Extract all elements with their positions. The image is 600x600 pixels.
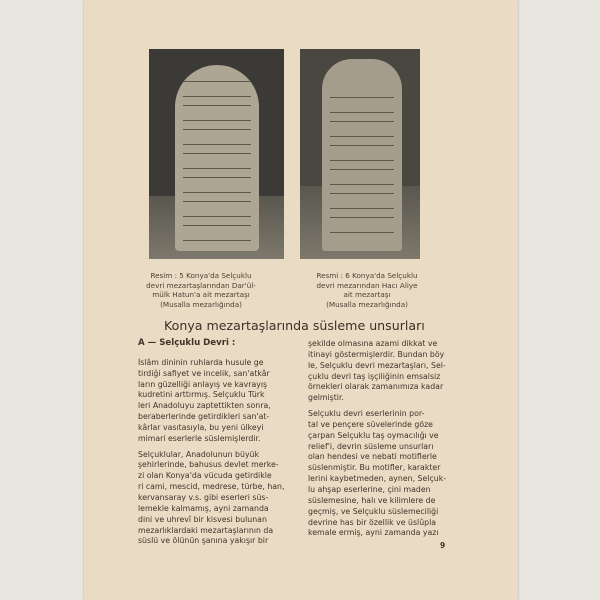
article-title: Konya mezartaşlarında süsleme unsurları [164,318,425,333]
tombstone-photo-2 [300,49,420,259]
caption-line: devri mezartaşlarından Dar'ül- [146,280,256,290]
right-column [308,339,472,544]
caption-line: devri mezarından Hacı Aliye [316,280,418,290]
paragraph: İslâm dininin ruhlarda husule ge tirdiği safiyet ve incelik, san'atkâr ların güzelliği anlayış ve kavrayış kudretini arttırmış. Selçuklu Türk leri Anadoluyu zaptettikten sonra, beraberlerinde getirdikleri san'at- kârlar vasıtasıyla, bu yeni ülkeyi mimari eserlerle süslemişlerdir. [138,357,271,443]
figure-caption-2 [292,271,442,309]
caption-line: ait mezartaşı [343,290,391,299]
paragraph: şekilde olmasına azami dikkat ve itinayi göstermişlerdir. Bundan böy le, Selçuklu devri mezartaşları, Sel- çuklu devri taş işçiliğinin emsalsiz örnekleri olarak zamanımıza kadar gelmiştir. [308,339,446,403]
book-page [84,0,518,600]
section-heading: A — Selçuklu Devri : [138,338,236,348]
left-column [138,338,300,552]
caption-line: Resmi : 6 Konya'da Selçuklu [316,271,418,280]
caption-line: (Musalla mezarlığında) [160,299,242,309]
figure-caption-1 [126,271,276,309]
paragraph: Selçuklular, Anadolunun büyük şehirlerinde, bahusus devlet merke- zi olan Konya'da vücuda getirdikle ri cami, mescid, medrese, türbe, han, kervansaray v.s. gibi eserleri süs- lemekle kalmamış, ayni zamanda dini ve uhrevî bir kisvesi bulunan mezarlıklardaki mezartaşlarının da süslü ve ölünün şanına yakışır bir [138,449,285,546]
tombstone-photo-1 [149,49,284,259]
page-number: 9 [440,541,446,550]
caption-line: mülk Hatun'a ait mezartaşı [152,290,250,299]
caption-line: (Musalla mezarlığında) [326,299,408,309]
caption-line: Resim : 5 Konya'da Selçuklu [150,271,252,280]
paragraph: Selçuklu devri eserlerinin por- tal ve pençere süvelerinde göze çarpan Selçuklu taş oymacılığı ve relief'i, devrin süsleme unsurları olan hendesi ve nebati motiflerle süslenmiştir. Bu motifler, karakter lerini kaybetmeden, aynen, Selçuk- lu ahşap eserlerine, çini maden süslemesine, halı ve kilimlere de geçmiş, ve Selçuklu süslemeciliği devrine has bir özellik ve üslûpla kemale ermiş, ayni zamanda yazı [308,409,447,538]
